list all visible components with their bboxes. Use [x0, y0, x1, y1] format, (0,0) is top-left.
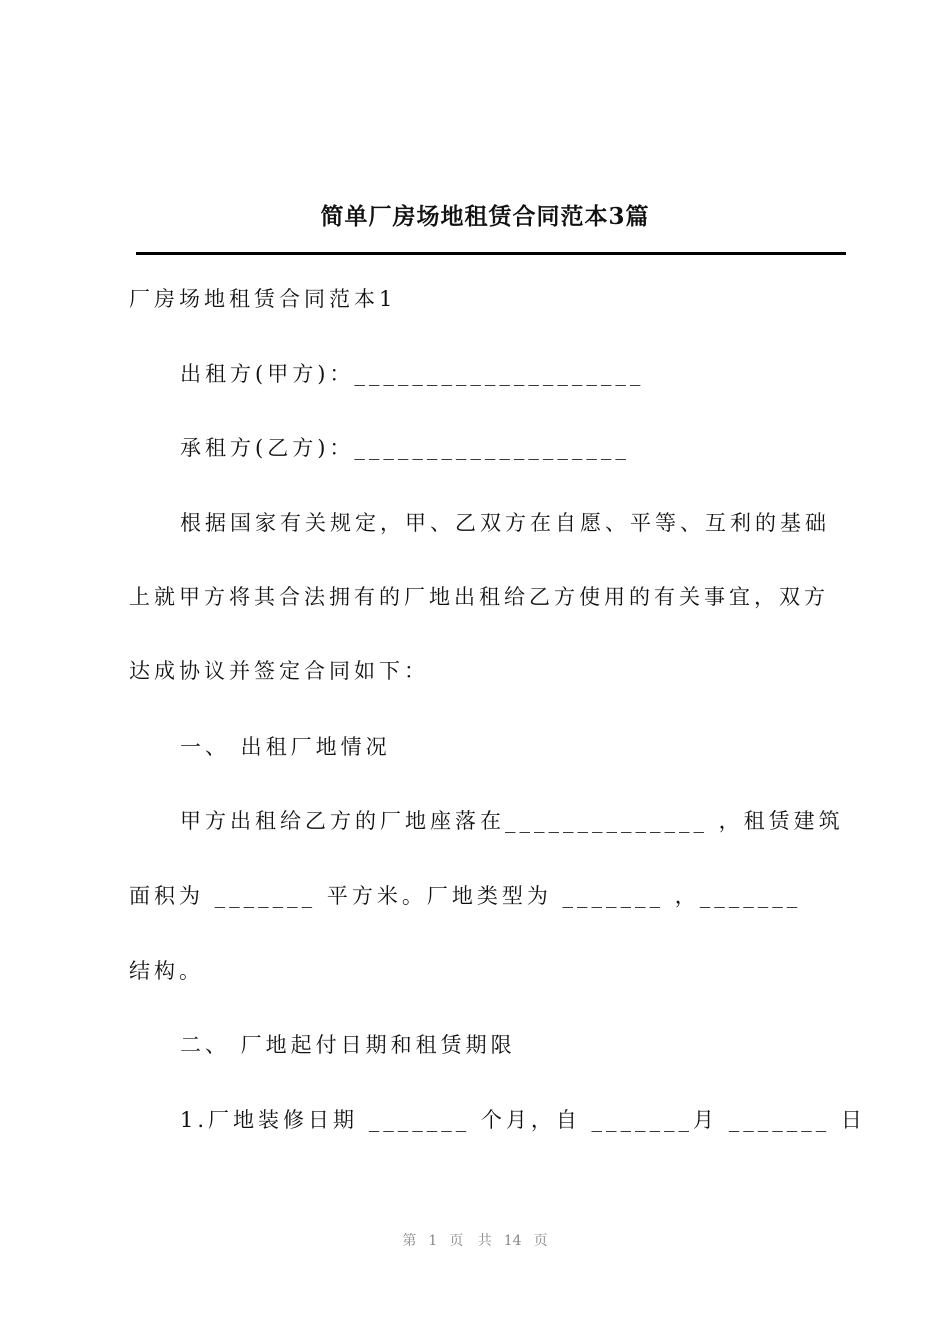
lessor-field: 出租方(甲方)：____________________ [180, 362, 645, 386]
title-divider [136, 252, 846, 255]
lessee-field: 承租方(乙方)：___________________ [180, 436, 630, 460]
section-heading: 厂房场地租赁合同范本1 [129, 287, 397, 311]
paragraph-line: 达成协议并签定合同如下： [129, 659, 429, 683]
footer-middle: 页 共 [449, 1233, 492, 1249]
page-number: 1 [428, 1233, 438, 1249]
document-title: 简单厂房场地租赁合同范本3篇 [320, 203, 650, 230]
page-footer [0, 1230, 950, 1250]
clause-heading: 一、 出租厂地情况 [180, 735, 391, 759]
paragraph-line: 上就甲方将其合法拥有的厂地出租给乙方使用的有关事宜，双方 [129, 585, 829, 609]
paragraph-line: 1.厂地装修日期 _______ 个月，自 _______月 _______ 日 [180, 1108, 866, 1132]
paragraph-line: 根据国家有关规定，甲、乙双方在自愿、平等、互利的基础 [180, 511, 830, 535]
footer-suffix: 页 [533, 1233, 548, 1249]
clause-heading: 二、 厂地起付日期和租赁期限 [180, 1033, 516, 1057]
paragraph-line: 面积为 _______ 平方米。厂地类型为 _______ ，_______ [129, 884, 802, 908]
paragraph-line: 结构。 [129, 959, 204, 983]
footer-prefix: 第 [402, 1233, 417, 1249]
paragraph-line: 甲方出租给乙方的厂地座落在______________ ，租赁建筑 [180, 809, 844, 833]
total-pages: 14 [503, 1233, 522, 1249]
